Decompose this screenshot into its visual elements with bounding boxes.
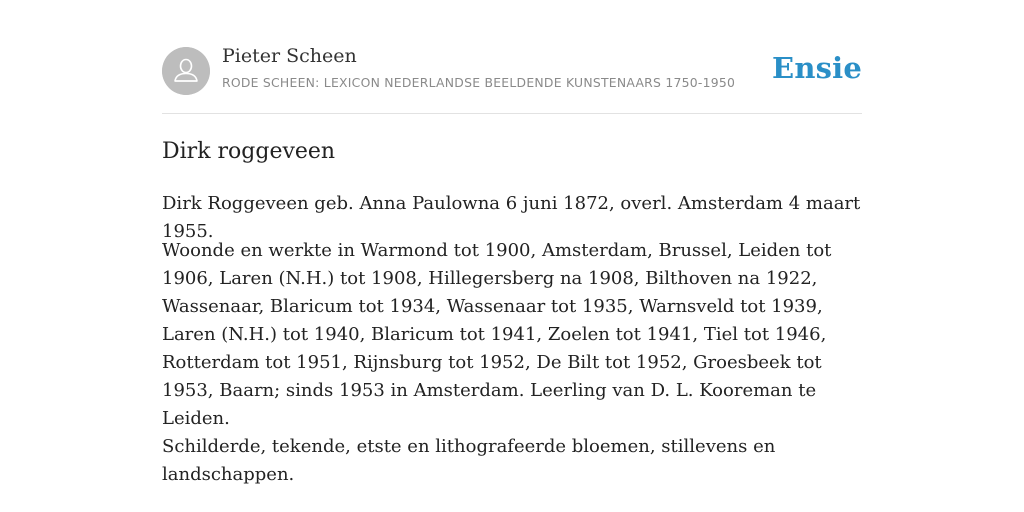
article-card [162,0,862,512]
article-title: Dirk roggeveen [162,139,336,164]
article-header [162,0,862,114]
ensie-logo[interactable]: Ensie [772,51,862,85]
article-paragraph-work: Schilderde, tekende, etste en lithografeerde bloemen, stillevens en landschappen. [162,436,776,485]
user-silhouette-icon [162,47,210,95]
source-name[interactable]: RODE SCHEEN: LEXICON NEDERLANDSE BEELDENDE KUNSTENAARS 1750-1950 [222,75,736,90]
author-name[interactable]: Pieter Scheen [222,45,357,67]
article-paragraph-birth-death: Dirk Roggeveen geb. Anna Paulowna 6 juni 1872, overl. Amsterdam 4 maart 1955. [162,193,861,242]
article-paragraph-residences: Woonde en werkte in Warmond tot 1900, Amsterdam, Brussel, Leiden tot 1906, Laren (N.H.) tot 1908, Hillegersberg na 1908, Bilthoven na 1922, Wassenaar, Blaricum tot 1934, Wassenaar tot 1935, Warnsveld tot 1939, Laren (N.H.) tot 1940, Blaricum tot 1941, Zoelen tot 1941, Tiel tot 1946, Rotterdam tot 1951, Rijnsburg tot 1952, De Bilt tot 1952, Groesbeek tot 1953, Baarn; sinds 1953 in Amsterdam. Leerling van D. L. Kooreman te Leiden. [162,240,832,429]
